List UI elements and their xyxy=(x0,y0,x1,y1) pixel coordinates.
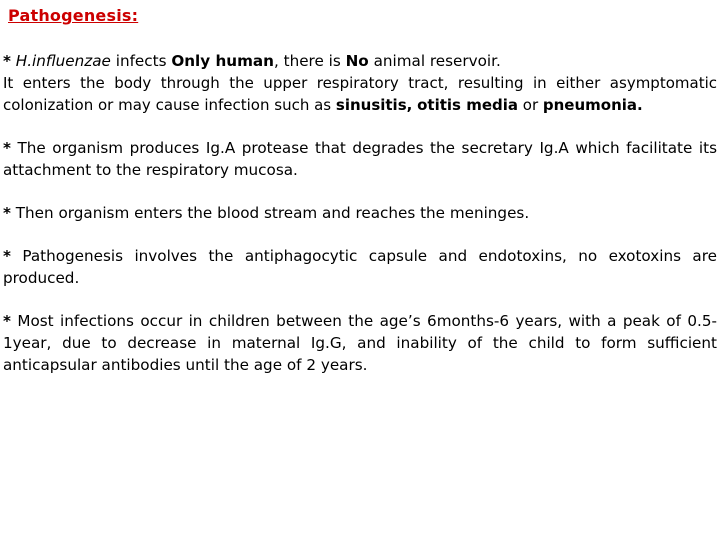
text-segment: , there is xyxy=(273,52,346,70)
paragraph-transmission xyxy=(3,50,717,116)
emphasis-no: No xyxy=(345,52,369,70)
paragraph-blood-stream xyxy=(3,202,717,224)
slide-title: Pathogenesis: xyxy=(8,6,139,25)
text-segment: or xyxy=(518,96,543,114)
paragraph-capsule-endotoxins xyxy=(3,245,717,289)
paragraph-transmission-line1 xyxy=(3,50,717,72)
bullet-star: * xyxy=(3,204,11,222)
emphasis-pneumonia: pneumonia. xyxy=(542,96,643,114)
paragraph-text: Most infections occur in children between the age’s 6months-6 years, with a peak of 0.5-1year, due to decrease in maternal Ig.G, and inability of the child to form sufficient anticapsular antibodies until the age of 2 years. xyxy=(3,312,717,374)
paragraph-text: Then organism enters the blood stream and reaches the meninges. xyxy=(10,204,530,222)
paragraph-iga-protease xyxy=(3,137,717,181)
text-segment: It enters the body through the upper respiratory tract, resulting in either asymptomatic colonization or may cause infection such as xyxy=(3,74,717,114)
bullet-star: * xyxy=(3,312,11,330)
paragraph-transmission-rest xyxy=(3,72,717,116)
paragraph-text: The organism produces Ig.A protease that degrades the secretary Ig.A which facilitate its attachment to the respiratory mucosa. xyxy=(3,139,717,179)
emphasis-otitis-media: otitis media xyxy=(417,96,518,114)
paragraph-age-infections xyxy=(3,310,717,376)
organism-name: H.influenzae xyxy=(15,52,111,70)
bullet-star: * xyxy=(3,52,11,70)
emphasis-only-human: Only human xyxy=(171,52,274,70)
bullet-star: * xyxy=(3,247,11,265)
text-segment: infects xyxy=(110,52,172,70)
bullet-star: * xyxy=(3,139,11,157)
text-segment: animal reservoir. xyxy=(368,52,501,70)
emphasis-sinusitis: sinusitis, xyxy=(335,96,413,114)
paragraph-text: Pathogenesis involves the antiphagocytic capsule and endotoxins, no exotoxins are produced. xyxy=(3,247,717,287)
